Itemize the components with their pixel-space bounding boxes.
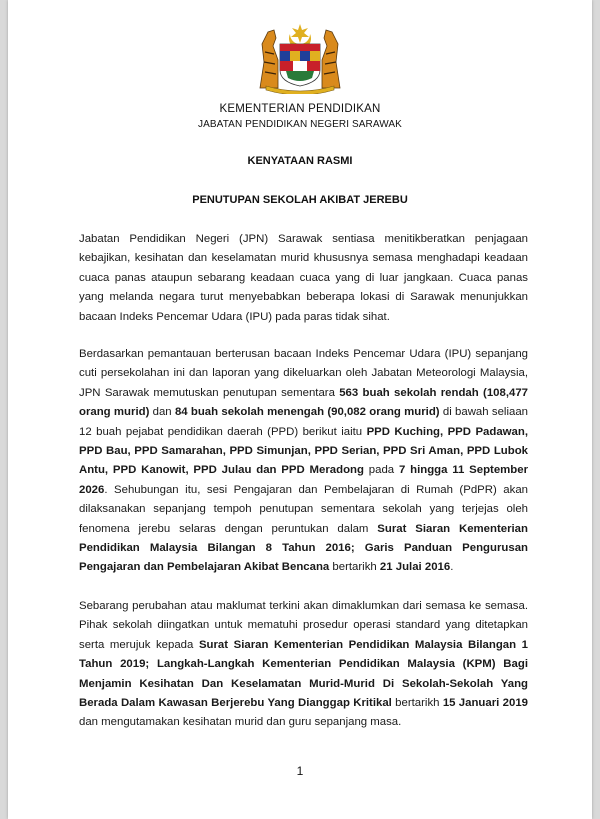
- paragraph-2-circular-reference: Surat Siaran Kementerian Pendidikan Malaysia Bilangan 8 Tahun 2016; Garis Panduan Pengurusan Pengajaran dan Pembelajaran Akibat Bencana: [79, 522, 528, 574]
- paragraph-2-secondary-schools: 84 buah sekolah menengah (90,082 orang murid): [174, 406, 440, 419]
- ministry-name: KEMENTERIAN PENDIDIKAN: [219, 103, 381, 115]
- statement-title: PENUTUPAN SEKOLAH AKIBAT JEREBU: [192, 194, 408, 206]
- paragraph-3-text: bertarikh: [391, 697, 443, 710]
- paragraph-2-text: bertarikh: [329, 561, 380, 574]
- paragraph-3: [79, 597, 528, 733]
- page-number: 1: [296, 764, 304, 778]
- paragraph-1: Jabatan Pendidikan Negeri (JPN) Sarawak sentiasa menitikberatkan penjagaan kebajikan, kesihatan dan keselamatan murid khususnya semasa menghadapi keadaan cuaca panas ataupun sebarang keadaan cuaca yang di luar jangkaan. Cuaca panas yang melanda negara turut menyebabkan beberapa lokasi di Sarawak menunjukkan bacaan Indeks Pencemar Udara (IPU) pada paras tidak sihat.: [79, 233, 528, 323]
- paragraph-2-text: pada: [363, 464, 399, 477]
- paragraph-2-text: .: [450, 561, 454, 574]
- coat-of-arms-logo: [256, 22, 344, 94]
- paragraph-3-text: Sebarang perubahan atau maklumat terkini akan dimaklumkan dari semasa ke semasa. Pihak sekolah diingatkan untuk mematuhi prosedur operasi standard yang ditetapkan serta merujuk kepada: [79, 600, 528, 651]
- department-name: JABATAN PENDIDIKAN NEGERI SARAWAK: [198, 119, 402, 130]
- paragraph-2-primary-schools: 563 buah sekolah rendah (108,477 orang murid): [79, 386, 528, 419]
- statement-type: KENYATAAN RASMI: [247, 155, 353, 167]
- paragraph-2-text: di bawah seliaan 12 buah pejabat pendidikan daerah (PPD) berikut iaitu: [79, 406, 528, 438]
- paragraph-3-text: dan mengutamakan kesihatan murid dan guru sepanjang masa.: [79, 716, 402, 729]
- paragraph-3-circular-date: 15 Januari 2019: [442, 697, 528, 710]
- paragraph-2-closure-dates: 7 hingga 11 September 2026: [79, 464, 529, 496]
- paragraph-2-district-list: PPD Kuching, PPD Padawan, PPD Bau, PPD Samarahan, PPD Simunjan, PPD Serian, PPD Sri Aman, PPD Lubok Antu, PPD Kanowit, PPD Julau dan PPD Meradong: [79, 425, 528, 477]
- paragraph-2: [79, 345, 528, 578]
- paragraph-2-text: dan: [149, 406, 175, 419]
- document-page: [8, 0, 592, 819]
- paragraph-3-circular-reference: Surat Siaran Kementerian Pendidikan Malaysia Bilangan 1 Tahun 2019; Langkah-Langkah Kementerian Pendidikan Malaysia (KPM) Bagi Menjamin Kesihatan Dan Keselamatan Murid-Murid Di Sekolah-Sekolah Yang Berada Dalam Kawasan Berjerebu Yang Dianggap Kritikal: [79, 638, 529, 710]
- paragraph-2-text: Berdasarkan pemantauan berterusan bacaan Indeks Pencemar Udara (IPU) sepanjang cuti persekolahan ini dan laporan yang dikeluarkan oleh Jabatan Meteorologi Malaysia, JPN Sarawak memutuskan penutupan sementara: [79, 348, 528, 399]
- paragraph-2-circular-date: 21 Julai 2016: [379, 561, 451, 574]
- paragraph-2-text: . Sehubungan itu, sesi Pengajaran dan Pembelajaran di Rumah (PdPR) akan dilaksanakan sepanjang tempoh penutupan sementara sekolah yang terjejas oleh fenomena jerebu selaras dengan peruntukan dalam: [79, 483, 528, 535]
